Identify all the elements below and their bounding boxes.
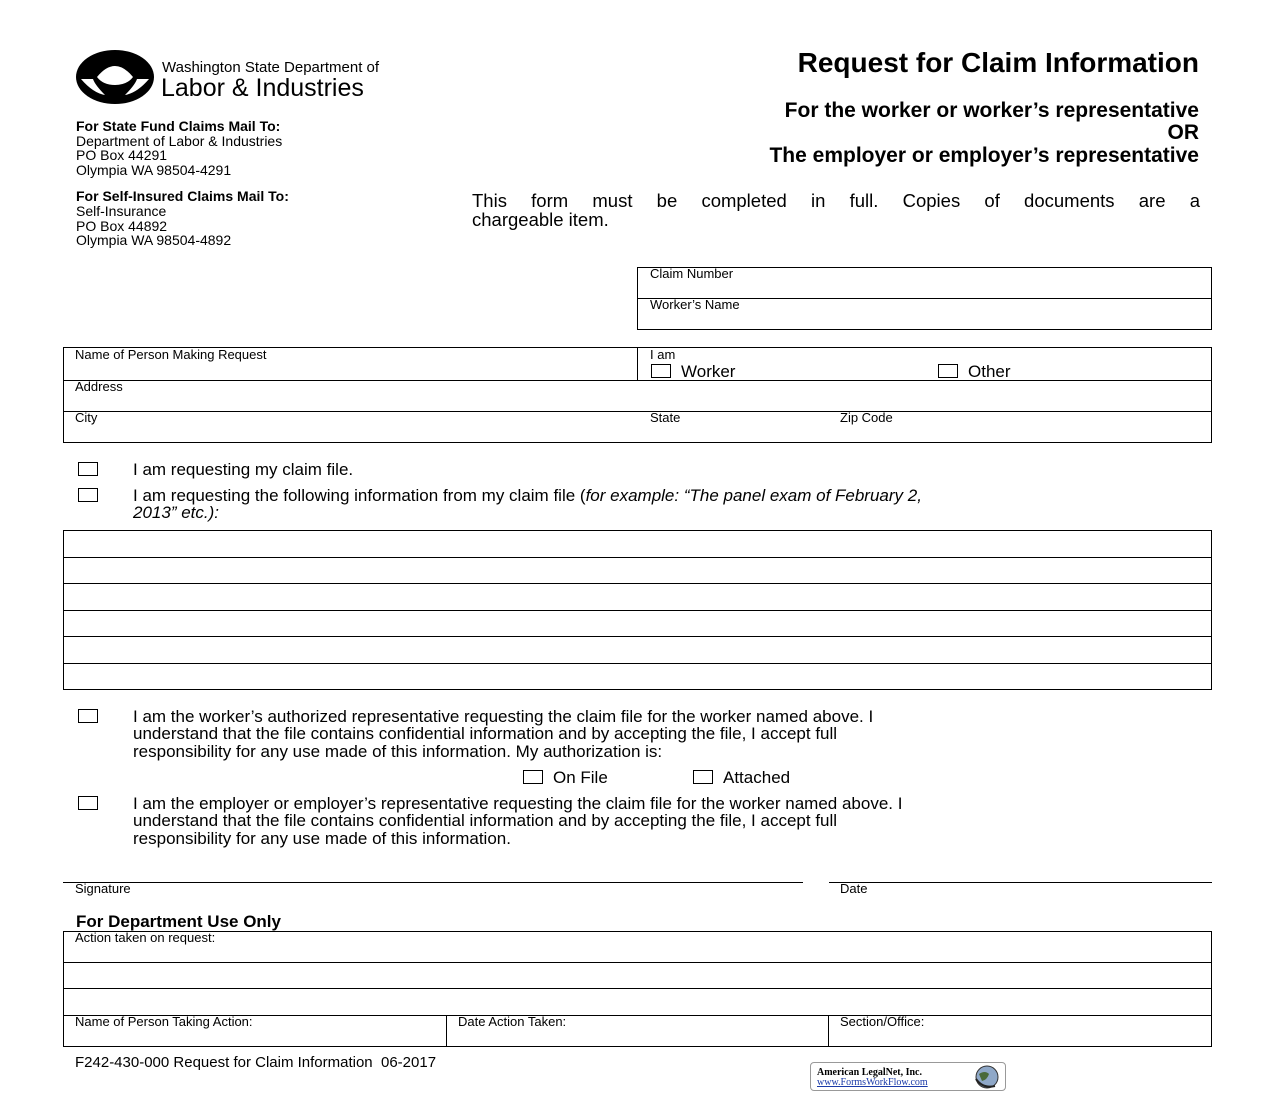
lni-logo (75, 49, 435, 109)
logo-line-2: Labor & Industries (161, 74, 364, 102)
state-fund-line-3: Olympia WA 98504-4291 (76, 162, 232, 178)
employer-line-3: responsibility for any use made of this information. (133, 829, 511, 848)
other-option-label: Other (968, 362, 1011, 381)
worker-option-label: Worker (681, 362, 736, 381)
following-info-example-2: 2013” etc.): (133, 503, 219, 522)
claim-number-label: Claim Number (650, 266, 734, 281)
attached-label: Attached (723, 768, 791, 787)
self-insured-line-2: PO Box 44892 (76, 218, 168, 234)
zip-label: Zip Code (840, 410, 893, 425)
lni-logo-icon (75, 49, 155, 105)
person-taking-action-label: Name of Person Taking Action: (75, 1014, 253, 1029)
state-fund-line-2: PO Box 44291 (76, 147, 168, 163)
employer-line-1: I am the employer or employer’s representative requesting the claim file for the worker named above. I (133, 794, 903, 813)
i-am-label: I am (650, 347, 676, 362)
info-line-field[interactable] (64, 558, 1211, 582)
globe-icon (973, 1064, 1001, 1090)
state-label: State (650, 410, 681, 425)
info-line-field[interactable] (64, 611, 1211, 635)
badge-line-2: www.FormsWorkFlow.com (817, 1077, 928, 1088)
action-taken-field[interactable] (64, 945, 1211, 961)
authorized-rep-checkbox[interactable] (78, 709, 98, 723)
self-insured-line-1: Self-Insurance (76, 203, 167, 219)
date-action-taken-label: Date Action Taken: (458, 1014, 567, 1029)
department-heading: For Department Use Only (76, 912, 281, 931)
subtitle-or: OR (1167, 121, 1199, 144)
action-line-field[interactable] (64, 989, 1211, 1014)
self-insured-heading: For Self-Insured Claims Mail To: (76, 188, 289, 204)
workers-name-label: Worker’s Name (650, 297, 740, 312)
info-line-field[interactable] (64, 664, 1211, 689)
date-label: Date (840, 881, 868, 896)
notice-line-1: This form must be completed in full. Copies of documents are a (472, 190, 1200, 211)
name-label: Name of Person Making Request (75, 347, 267, 362)
form-id: F242-430-000 Request for Claim Information 06-2017 (75, 1054, 437, 1071)
section-office-label: Section/Office: (840, 1014, 925, 1029)
state-fund-heading: For State Fund Claims Mail To: (76, 118, 281, 134)
info-line-field[interactable] (64, 584, 1211, 609)
requester-divider-1 (63, 380, 1212, 381)
date-action-taken-field[interactable] (447, 1029, 827, 1046)
state-field[interactable] (638, 425, 828, 442)
following-info-prefix: I am requesting the following information from my claim file ( (133, 486, 586, 505)
date-field[interactable] (829, 858, 1212, 882)
address-field[interactable] (64, 394, 1211, 410)
requester-divider-2 (63, 411, 1212, 412)
employer-checkbox[interactable] (78, 796, 98, 810)
legalnet-badge[interactable] (810, 1062, 1006, 1091)
notice-line-2: chargeable item. (472, 209, 609, 230)
subtitle-line-2: The employer or employer’s representative (769, 144, 1199, 167)
claim-number-field[interactable] (638, 281, 1211, 297)
name-field[interactable] (64, 362, 636, 379)
employer-line-2: understand that the file contains confidential information and by accepting the file, I accept full (133, 811, 838, 830)
following-info-checkbox[interactable] (78, 488, 98, 502)
claim-file-checkbox[interactable] (78, 462, 98, 476)
self-insured-line-3: Olympia WA 98504-4892 (76, 232, 232, 248)
section-office-field[interactable] (829, 1029, 1211, 1046)
signature-label: Signature (75, 881, 131, 896)
logo-line-1: Washington State Department of (162, 59, 380, 76)
subtitle-line-1: For the worker or worker’s representative (784, 99, 1199, 122)
signature-field[interactable] (63, 858, 803, 882)
authorized-rep-line-1: I am the worker’s authorized representative requesting the claim file for the worker named above. I (133, 707, 874, 726)
badge-line-1: American LegalNet, Inc. (817, 1067, 922, 1078)
following-info-text (133, 487, 1198, 505)
action-line-field[interactable] (64, 963, 1211, 987)
address-label: Address (75, 379, 123, 394)
info-line-field[interactable] (64, 531, 1211, 556)
worker-checkbox[interactable] (651, 364, 671, 378)
person-taking-action-field[interactable] (64, 1029, 445, 1046)
following-info-example-1: for example: “The panel exam of February 2, (585, 486, 922, 505)
info-line-field[interactable] (64, 637, 1211, 662)
other-checkbox[interactable] (938, 364, 958, 378)
authorized-rep-line-3: responsibility for any use made of this information. My authorization is: (133, 742, 663, 761)
authorized-rep-line-2: understand that the file contains confidential information and by accepting the file, I accept full (133, 724, 838, 743)
page-title: Request for Claim Information (797, 47, 1199, 78)
on-file-checkbox[interactable] (523, 770, 543, 784)
action-taken-label: Action taken on request: (75, 930, 216, 945)
city-field[interactable] (64, 425, 636, 442)
state-fund-line-1: Department of Labor & Industries (76, 133, 283, 149)
date-line (829, 882, 1212, 883)
requester-vdivider (637, 347, 638, 380)
signature-line (63, 882, 803, 883)
on-file-label: On File (553, 768, 608, 787)
zip-field[interactable] (830, 425, 1211, 442)
city-label: City (75, 410, 98, 425)
attached-checkbox[interactable] (693, 770, 713, 784)
claim-file-text: I am requesting my claim file. (133, 460, 354, 479)
workers-name-field[interactable] (638, 312, 1211, 329)
